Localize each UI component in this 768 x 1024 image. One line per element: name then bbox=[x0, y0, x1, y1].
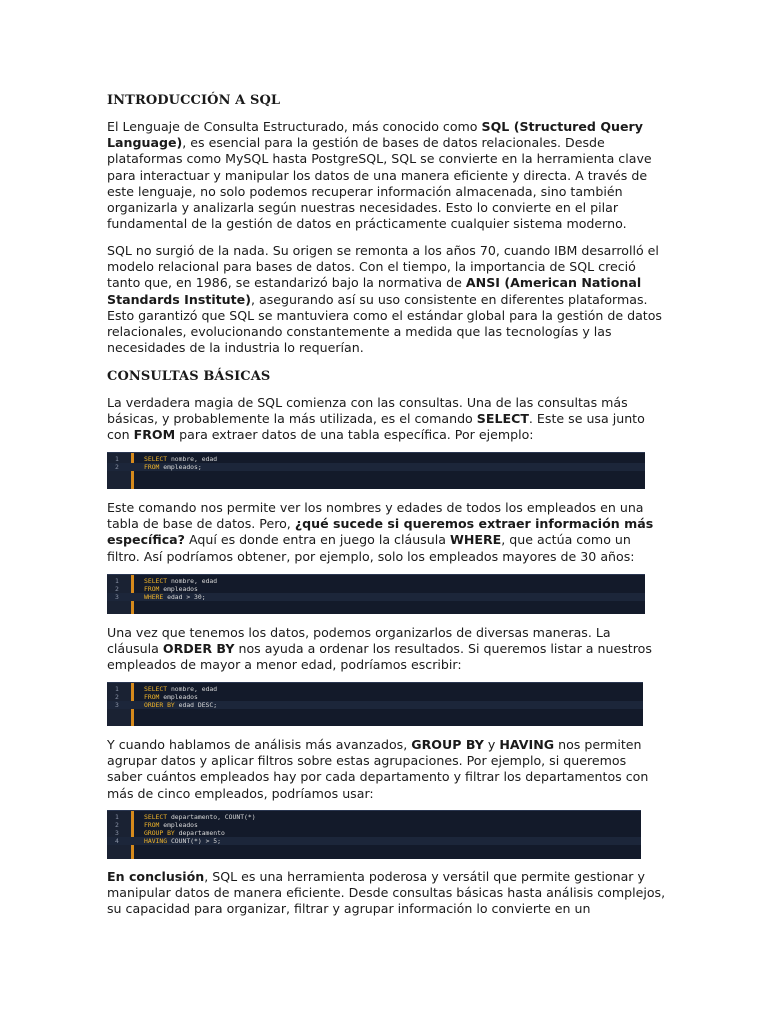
sql-rest: edad > 30; bbox=[163, 593, 206, 601]
code-line bbox=[107, 821, 641, 829]
code-line bbox=[107, 685, 643, 693]
code-text bbox=[144, 837, 221, 845]
text-run: para extraer datos de una tabla específica. Por ejemplo: bbox=[175, 427, 534, 443]
sql-keyword: SELECT bbox=[144, 577, 168, 585]
code-text bbox=[144, 593, 206, 601]
code-line bbox=[107, 585, 645, 593]
code-line bbox=[107, 837, 641, 845]
text-run: Una vez que tenemos los datos, podemos organizarlos de diversas maneras. La cláusula bbox=[107, 625, 611, 657]
code-line bbox=[107, 813, 641, 821]
sql-keyword: FROM bbox=[144, 693, 160, 701]
text-run: . Este se usa junto con bbox=[107, 411, 645, 443]
text-run: , asegurando así su uso consistente en diferentes plataformas. Esto garantizó que SQL se mantuviera como el estándar global para la gestión de datos relacionales, evolucionando constantemente a medida que las tecnologías y las necesidades de la industria lo requerían. bbox=[107, 291, 662, 356]
sql-keyword: SELECT bbox=[144, 455, 168, 463]
text-run: Este comando nos permite ver los nombres y edades de todos los empleados en una tabla de base de datos. Pero, bbox=[107, 500, 644, 532]
sql-keyword: WHERE bbox=[144, 593, 164, 601]
sql-rest: nombre, edad bbox=[167, 685, 218, 693]
sql-keyword: FROM bbox=[144, 821, 160, 829]
sql-rest: nombre, edad bbox=[167, 455, 218, 463]
code-line bbox=[107, 693, 643, 701]
line-number: 1 bbox=[115, 685, 119, 693]
text-run: , que actúa como un filtro. Así podríamos obtener, por ejemplo, solo los empleados mayores de 30 años: bbox=[107, 532, 635, 564]
line-number: 2 bbox=[115, 821, 119, 829]
code-text bbox=[144, 701, 217, 709]
line-number: 1 bbox=[115, 813, 119, 821]
sql-keyword: GROUP BY bbox=[144, 829, 175, 837]
code-text bbox=[144, 821, 198, 829]
code-line bbox=[107, 593, 645, 601]
code-text bbox=[144, 585, 198, 593]
line-number: 3 bbox=[115, 829, 119, 837]
code-block-where bbox=[107, 574, 645, 614]
line-number: 2 bbox=[115, 585, 119, 593]
bold-text: GROUP BY bbox=[411, 737, 484, 752]
bold-text: SELECT bbox=[476, 411, 529, 427]
line-number: 3 bbox=[115, 701, 119, 709]
paragraph-order-by bbox=[107, 625, 663, 674]
heading-introduccion: INTRODUCCIÓN A SQL bbox=[107, 93, 281, 108]
sql-keyword: FROM bbox=[144, 585, 160, 593]
code-text bbox=[144, 693, 198, 701]
code-block-group-by bbox=[107, 810, 641, 859]
paragraph-select bbox=[107, 395, 663, 444]
sql-rest: departamento, COUNT(*) bbox=[167, 813, 256, 821]
sql-rest: nombre, edad bbox=[167, 577, 218, 585]
line-number: 3 bbox=[115, 593, 119, 601]
bold-text: En conclusión bbox=[107, 869, 205, 884]
sql-rest: empleados; bbox=[159, 463, 202, 471]
sql-rest: COUNT(*) > 5; bbox=[167, 837, 221, 845]
text-run: La verdadera magia de SQL comienza con las consultas. Una de las consultas más básicas, y probablemente la más utilizada, es el comando bbox=[107, 395, 628, 427]
sql-keyword: ORDER BY bbox=[144, 701, 175, 709]
paragraph-group-by bbox=[107, 737, 663, 802]
sql-keyword: SELECT bbox=[144, 813, 168, 821]
text-run: Y cuando hablamos de análisis más avanzados, bbox=[107, 737, 412, 752]
sql-rest: empleados bbox=[159, 693, 198, 701]
code-line bbox=[107, 829, 641, 837]
bold-text: FROM bbox=[133, 427, 176, 443]
line-number: 1 bbox=[115, 455, 119, 463]
sql-keyword: HAVING bbox=[144, 837, 168, 845]
line-number: 4 bbox=[115, 837, 119, 845]
code-text bbox=[144, 463, 202, 471]
bold-text: HAVING bbox=[499, 737, 555, 752]
sql-rest: departamento bbox=[174, 829, 225, 837]
code-text bbox=[144, 577, 217, 585]
paragraph-history bbox=[107, 243, 663, 356]
sql-rest: empleados bbox=[159, 821, 198, 829]
code-line bbox=[107, 463, 645, 471]
text-run: , es esencial para la gestión de bases de datos relacionales. Desde plataformas como MySQL hasta PostgreSQL, SQL se convierte en la herramienta clave para interactuar y manipular los datos de una manera eficiente y directa. A través de este lenguaje, no solo podemos recuperar información almacenada, sino también organizarla y analizarla según nuestras necesidades. Esto lo convierte en el pilar fundamental de la gestión de datos en prácticamente cualquier sistema moderno. bbox=[107, 135, 652, 232]
code-text bbox=[144, 685, 217, 693]
code-block-order-by bbox=[107, 682, 643, 726]
paragraph-conclusion bbox=[107, 869, 667, 918]
bold-text: ORDER BY bbox=[162, 641, 235, 657]
sql-rest: edad DESC; bbox=[174, 701, 218, 709]
text-run: nos permiten agrupar datos y aplicar filtros sobre estas agrupaciones. Por ejemplo, si queremos saber cuántos empleados hay por cada departamento y filtrar los departamentos con más de cinco empleados, podríamos usar: bbox=[107, 737, 649, 801]
bold-text: ¿qué sucede si queremos extraer información más específica? bbox=[107, 516, 654, 548]
text-run: SQL no surgió de la nada. Su origen se remonta a los años 70, cuando IBM desarrolló el modelo relacional para bases de datos. Con el tiempo, la importancia de SQL creció tanto que, en 1986, se estandarizó bajo la normativa de bbox=[107, 243, 659, 291]
code-line bbox=[107, 577, 645, 585]
heading-consultas-basicas: CONSULTAS BÁSICAS bbox=[107, 369, 271, 384]
paragraph-intro bbox=[107, 119, 663, 232]
code-text bbox=[144, 829, 225, 837]
code-text bbox=[144, 455, 217, 463]
bold-text: ANSI (American National Standards Institute) bbox=[107, 275, 642, 307]
sql-rest: empleados bbox=[159, 585, 198, 593]
text-run: El Lenguaje de Consulta Estructurado, más conocido como bbox=[107, 119, 482, 134]
text-run: nos ayuda a ordenar los resultados. Si queremos listar a nuestros empleados de mayor a menor edad, podríamos escribir: bbox=[107, 641, 652, 673]
code-block-select bbox=[107, 452, 645, 489]
text-run: , SQL es una herramienta poderosa y versátil que permite gestionar y manipular datos de manera eficiente. Desde consultas básicas hasta análisis complejos, su capacidad para organizar, filtrar y agrupar información lo convierte en un bbox=[107, 869, 666, 917]
text-run: y bbox=[483, 737, 500, 752]
bold-text: SQL (Structured Query Language) bbox=[107, 119, 643, 151]
sql-keyword: SELECT bbox=[144, 685, 168, 693]
bold-text: WHERE bbox=[449, 532, 502, 548]
line-number: 1 bbox=[115, 577, 119, 585]
paragraph-where bbox=[107, 500, 663, 565]
line-number: 2 bbox=[115, 463, 119, 471]
code-text bbox=[144, 813, 256, 821]
line-number: 2 bbox=[115, 693, 119, 701]
code-line bbox=[107, 455, 645, 463]
sql-keyword: FROM bbox=[144, 463, 160, 471]
code-line bbox=[107, 701, 643, 709]
text-run: Aquí es donde entra en juego la cláusula bbox=[184, 532, 450, 548]
